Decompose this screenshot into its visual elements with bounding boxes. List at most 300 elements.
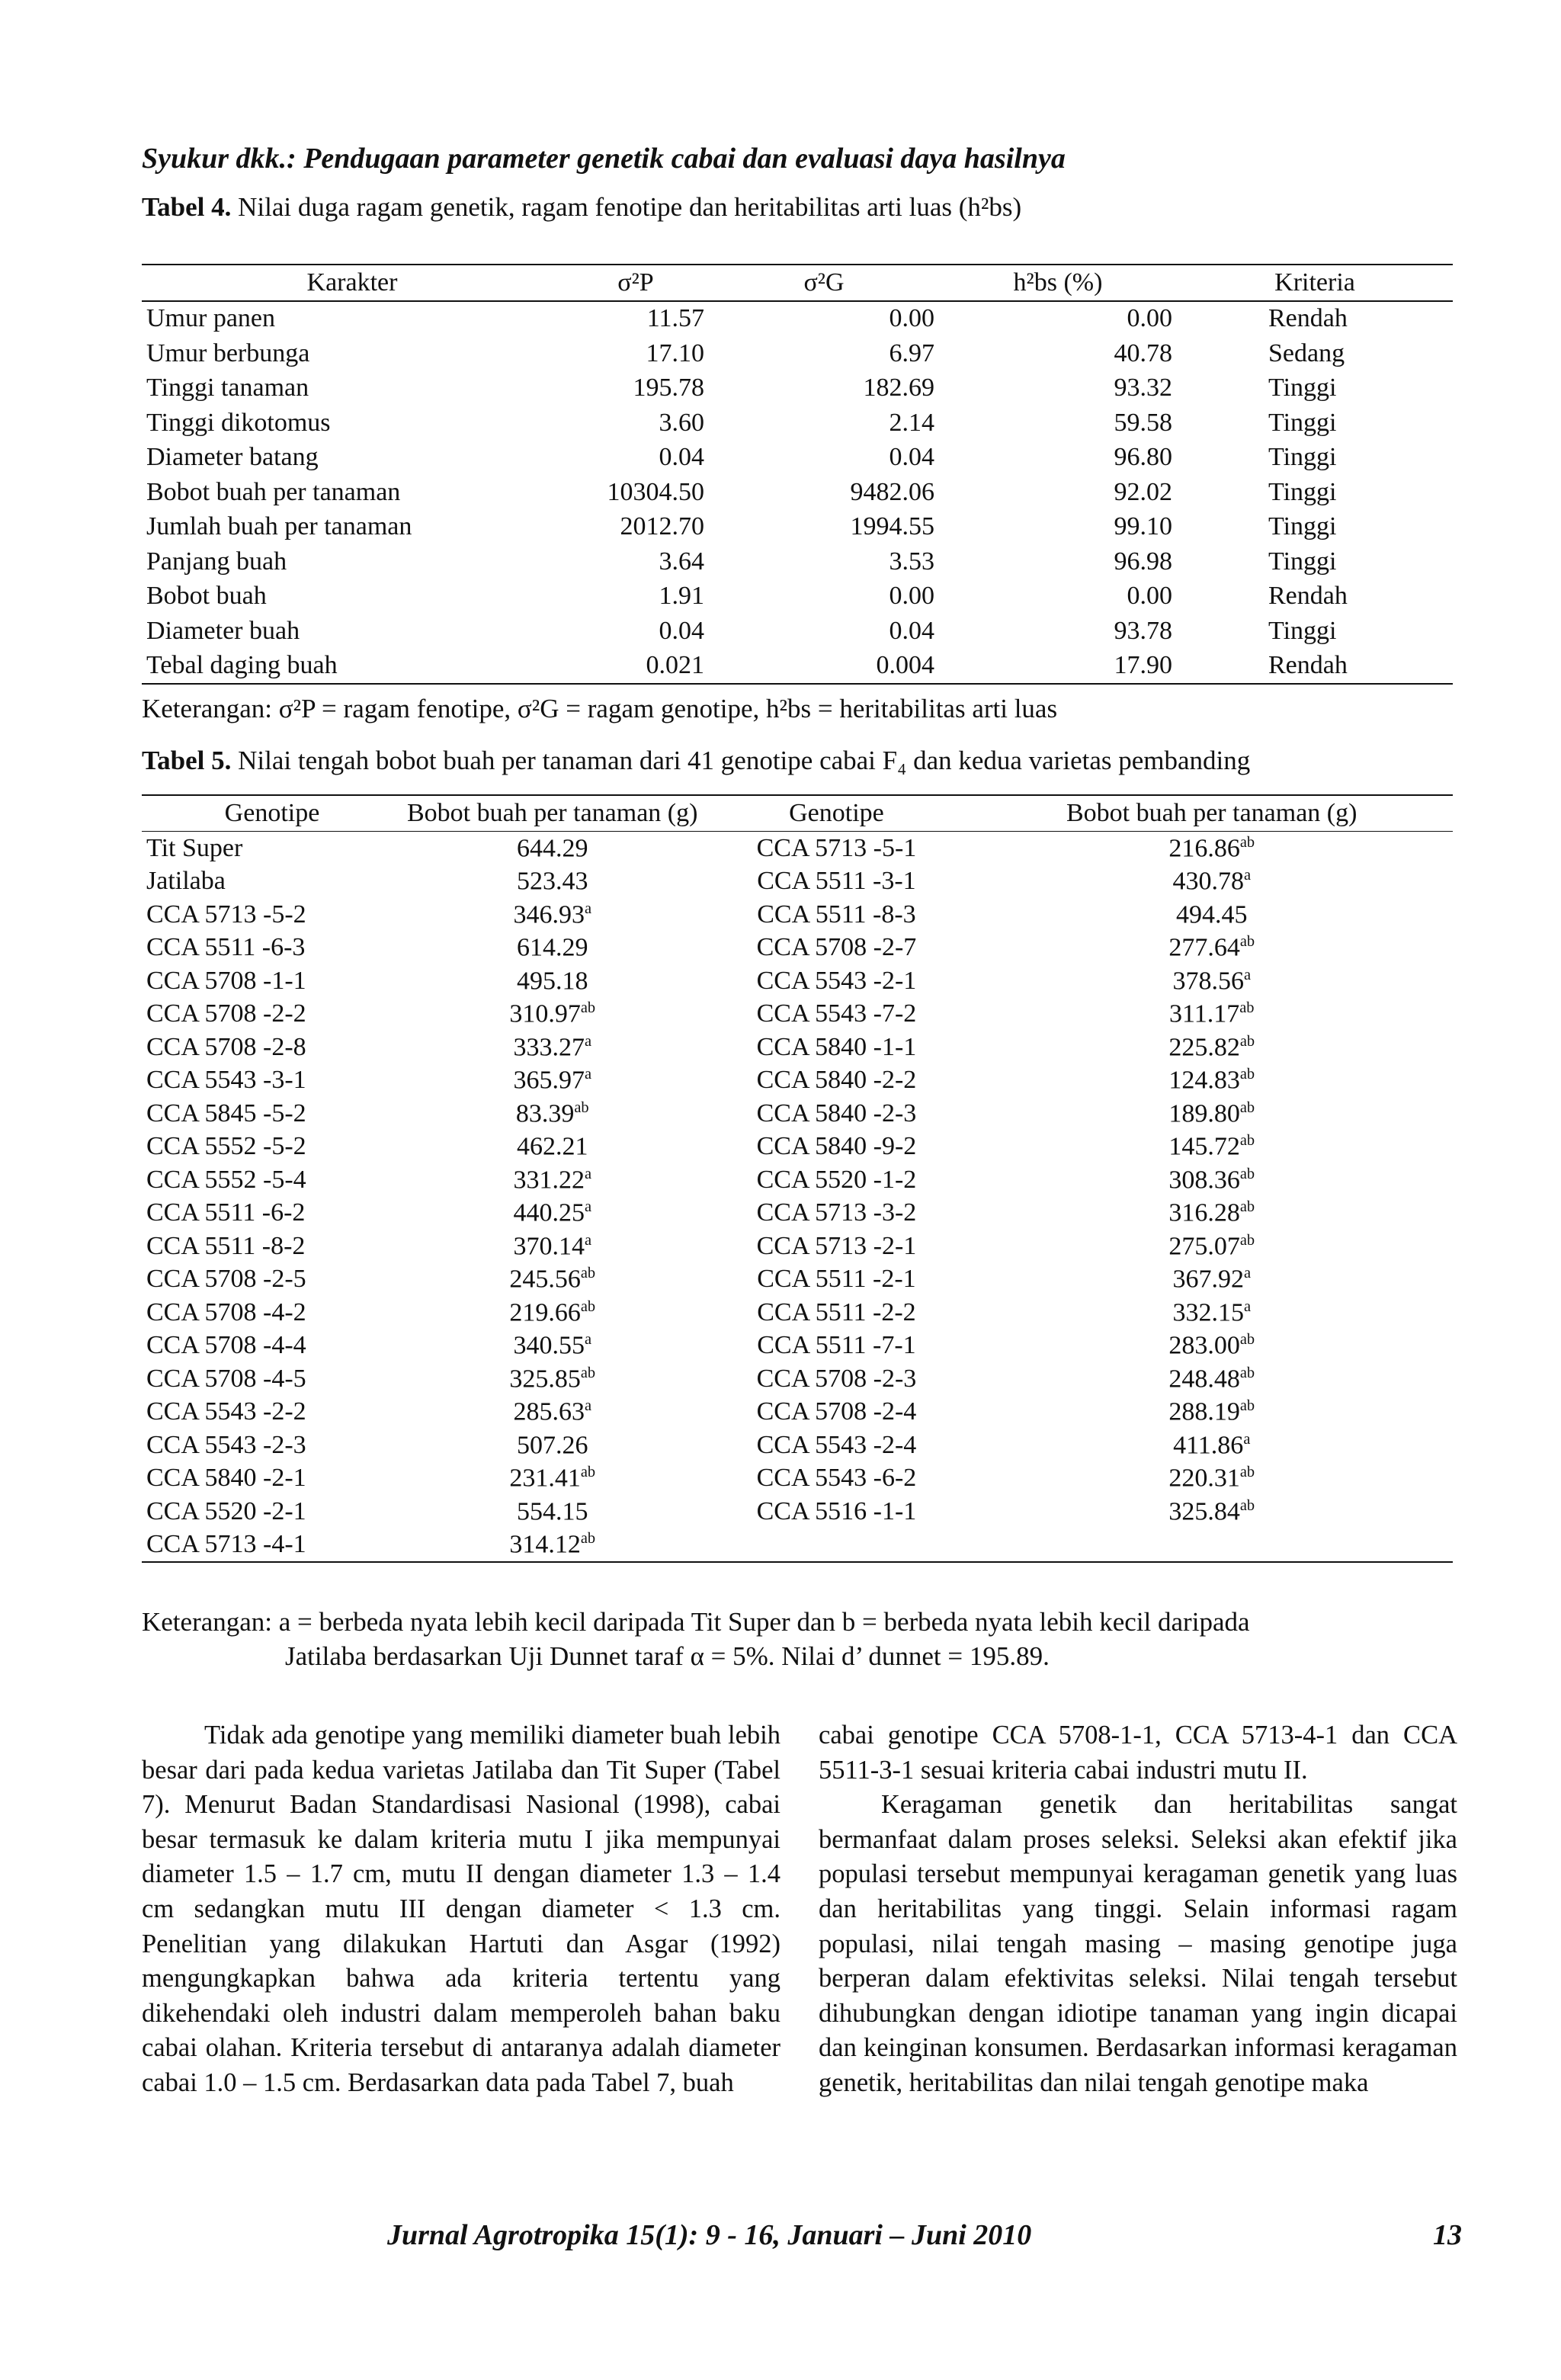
table4-cell: Tinggi [1268, 616, 1337, 645]
table5-cell [402, 1163, 702, 1197]
table5-value: CCA 5708 -2-4 [756, 1397, 917, 1426]
table5-row [142, 1230, 1453, 1263]
table4-row [142, 579, 1453, 614]
table4-row [142, 336, 1453, 371]
table5-row [142, 998, 1453, 1031]
table5-cell [142, 1197, 402, 1230]
table4-cell: 0.04 [889, 443, 934, 472]
table5-label: Tabel 5. [142, 746, 232, 775]
table5-value: 225.82 [1168, 1032, 1240, 1061]
table5-cell [142, 1031, 402, 1064]
table5-value: CCA 5552 -5-4 [146, 1165, 306, 1194]
significance-letter: ab [1239, 933, 1255, 951]
table5-value: CCA 5713 -2-1 [756, 1231, 917, 1260]
significance-letter: ab [1239, 1165, 1255, 1182]
significance-letter: ab [1239, 1132, 1255, 1150]
table5-value: CCA 5708 -2-7 [756, 933, 917, 962]
significance-letter: a [1243, 1430, 1251, 1448]
table4-cell: Tinggi tanaman [146, 374, 309, 403]
table5-value: CCA 5840 -9-2 [756, 1132, 917, 1161]
table5-value: Jatilaba [146, 867, 226, 896]
table5-cell [970, 1097, 1453, 1131]
table5-row [142, 1197, 1453, 1230]
table4-cell: 0.04 [889, 616, 934, 645]
table5-cell [702, 1097, 970, 1131]
table4-cell: 6.97 [889, 338, 934, 367]
significance-letter: a [1243, 966, 1251, 983]
table5-cell [970, 1330, 1453, 1363]
table5-value: CCA 5543 -6-2 [756, 1464, 917, 1493]
table5-header: Genotipe [224, 799, 320, 827]
table4-cell: Rendah [1268, 651, 1348, 680]
table5-row [142, 1031, 1453, 1064]
table5-value: CCA 5511 -2-2 [757, 1297, 916, 1326]
table4-row [142, 510, 1453, 545]
table4-row [142, 441, 1453, 476]
table5-value: 283.00 [1168, 1331, 1240, 1360]
table4-cell: Tinggi [1268, 512, 1337, 541]
table5-value: 365.97 [513, 1066, 585, 1095]
table5-cell [702, 932, 970, 965]
table5-cell [702, 1495, 970, 1528]
significance-letter: ab [580, 1297, 596, 1315]
significance-letter: ab [574, 1099, 589, 1116]
table5-value: CCA 5516 -1-1 [756, 1496, 917, 1525]
table5-cell [142, 1330, 402, 1363]
table5-row [142, 1528, 1453, 1563]
table5-value: CCA 5543 -2-4 [756, 1430, 917, 1459]
table4-cell: 3.64 [659, 547, 704, 576]
table5-value: CCA 5543 -2-1 [756, 966, 917, 995]
table5-cell [702, 1031, 970, 1064]
significance-letter: a [584, 1066, 591, 1083]
table5-value: 248.48 [1168, 1364, 1240, 1393]
table5-cell [970, 1230, 1453, 1263]
table5-cell [402, 1495, 702, 1528]
table4-cell: 17.10 [646, 338, 704, 367]
significance-letter: ab [1239, 1464, 1255, 1481]
table5-value: 314.12 [509, 1530, 581, 1559]
table5-value: CCA 5708 -4-2 [146, 1297, 306, 1326]
table5-note-line2: Jatilaba berdasarkan Uji Dunnet taraf α = 5%. Nilai d’ dunnet = 195.89. [285, 1641, 1050, 1671]
significance-letter: a [584, 1397, 591, 1415]
table5-cell [402, 1263, 702, 1297]
table4-cell: Tinggi [1268, 374, 1337, 403]
table5-value: 277.64 [1168, 933, 1240, 962]
table5-value: CCA 5713 -4-1 [146, 1530, 306, 1559]
table5-value: 288.19 [1168, 1397, 1240, 1426]
table4-header: h²bs (%) [1013, 268, 1103, 297]
table5-cell [142, 1097, 402, 1131]
table5-cell [970, 1528, 1453, 1563]
table5-value: CCA 5511 -2-1 [757, 1265, 916, 1294]
table5-value: CCA 5713 -5-1 [756, 833, 917, 862]
significance-letter: ab [1239, 999, 1255, 1017]
table5-value: CCA 5543 -7-2 [756, 999, 917, 1028]
table4-cell: 96.98 [1114, 547, 1172, 576]
table5-value: 331.22 [513, 1165, 585, 1194]
table5-cell [702, 1362, 970, 1396]
table5-cell [970, 1163, 1453, 1197]
table5-row [142, 1362, 1453, 1396]
table5-value: 325.84 [1168, 1496, 1240, 1525]
table5-value: 285.63 [513, 1397, 585, 1426]
table4-cell: 99.10 [1114, 512, 1172, 541]
table4-row [142, 406, 1453, 441]
table4-cell: 3.53 [889, 547, 934, 576]
table5-value: 440.25 [513, 1198, 585, 1227]
table5-cell [702, 898, 970, 932]
table5-value: CCA 5511 -3-1 [757, 867, 916, 896]
significance-letter: a [584, 1165, 591, 1182]
table4-cell: 10304.50 [607, 477, 704, 506]
table4-cell: 0.04 [659, 443, 704, 472]
table5-caption-text: Nilai tengah bobot buah per tanaman dari 41 genotipe cabai F₄ dan kedua varietas pembanding [238, 746, 1251, 775]
table4-cell: 0.00 [1127, 304, 1172, 333]
table4-row [142, 649, 1453, 685]
table5-value: 145.72 [1168, 1132, 1240, 1161]
table5-cell [970, 832, 1453, 865]
table5-cell [970, 1296, 1453, 1330]
table5-cell [970, 898, 1453, 932]
table5-value: 310.97 [509, 999, 581, 1028]
table5-row [142, 1296, 1453, 1330]
table5-row [142, 1263, 1453, 1297]
table5-cell [970, 1263, 1453, 1297]
table4-cell: 2.14 [889, 408, 934, 437]
table4-caption-text: Nilai duga ragam genetik, ragam fenotipe dan heritabilitas arti luas (h²bs) [238, 192, 1022, 222]
table5-cell [970, 1396, 1453, 1429]
table5-cell [702, 1230, 970, 1263]
table5-row [142, 865, 1453, 899]
table4-cell: 3.60 [659, 408, 704, 437]
table5-value: 367.92 [1172, 1265, 1244, 1294]
table5-value: CCA 5543 -2-3 [146, 1430, 306, 1459]
table5-value: CCA 5840 -1-1 [756, 1032, 917, 1061]
table5-cell [142, 1230, 402, 1263]
significance-letter: ab [1239, 833, 1255, 851]
table4-cell: 1994.55 [850, 512, 934, 541]
table5-cell [970, 1197, 1453, 1230]
table5-cell [402, 1197, 702, 1230]
table5-value: 644.29 [516, 833, 588, 862]
table4-caption [142, 192, 1021, 223]
table5-cell [142, 1296, 402, 1330]
table5-value: CCA 5840 -2-3 [756, 1099, 917, 1127]
table5-cell [402, 998, 702, 1031]
table5-cell [702, 1528, 970, 1563]
table5-value: CCA 5713 -3-2 [756, 1198, 917, 1227]
body-column-left [142, 1718, 780, 2101]
significance-letter: ab [580, 1464, 596, 1481]
table5-cell [970, 1429, 1453, 1462]
table5-cell [702, 1296, 970, 1330]
table4-cell: Diameter batang [146, 443, 319, 472]
table5-cell [402, 932, 702, 965]
table5-value: 231.41 [509, 1464, 581, 1493]
table5-cell [702, 998, 970, 1031]
table5-cell [142, 1462, 402, 1496]
table5-cell [402, 1330, 702, 1363]
table4-cell: Tinggi [1268, 547, 1337, 576]
table4-row [142, 475, 1453, 510]
table5-value: 219.66 [509, 1297, 581, 1326]
table5-value: CCA 5708 -2-8 [146, 1032, 306, 1061]
table5-row [142, 1495, 1453, 1528]
table5-cell [402, 832, 702, 865]
table4-cell: Panjang buah [146, 547, 287, 576]
table4-cell: 1.91 [659, 582, 704, 611]
running-head: Syukur dkk.: Pendugaan parameter genetik cabai dan evaluasi daya hasilnya [142, 143, 1066, 175]
table5-value: 495.18 [516, 966, 588, 995]
table5-value: 311.17 [1168, 999, 1240, 1028]
table5-value: 220.31 [1168, 1464, 1240, 1493]
table4-cell: Tinggi dikotomus [146, 408, 331, 437]
table4-cell: 11.57 [646, 304, 704, 333]
table5-cell [402, 1362, 702, 1396]
significance-letter: ab [580, 1530, 596, 1548]
significance-letter: ab [1239, 1099, 1255, 1116]
table5-cell [970, 1495, 1453, 1528]
table5-value: 340.55 [513, 1331, 585, 1360]
table5-cell [142, 1064, 402, 1098]
significance-letter: a [1243, 867, 1251, 884]
table5-value: CCA 5713 -5-2 [146, 900, 306, 929]
table5-cell [702, 1163, 970, 1197]
table5-cell [142, 1396, 402, 1429]
significance-letter: a [584, 900, 591, 917]
table5-row [142, 1131, 1453, 1164]
table5-row [142, 1064, 1453, 1098]
table5-header-row [142, 795, 1453, 832]
table5-row [142, 964, 1453, 998]
table5-value: Tit Super [146, 833, 243, 862]
table5-cell [402, 1396, 702, 1429]
table4-cell: 195.78 [633, 374, 704, 403]
table5-cell [402, 1031, 702, 1064]
significance-letter: a [584, 1331, 591, 1349]
table4-row [142, 614, 1453, 649]
table5-value: CCA 5845 -5-2 [146, 1099, 306, 1127]
table5-value: 494.45 [1175, 900, 1248, 929]
table5-cell [702, 1197, 970, 1230]
table5-row [142, 1396, 1453, 1429]
table4-cell: 9482.06 [850, 477, 934, 506]
table5-value: CCA 5552 -5-2 [146, 1132, 306, 1161]
table4-cell: 40.78 [1114, 338, 1172, 367]
table5-cell [970, 932, 1453, 965]
table4-cell: Jumlah buah per tanaman [146, 512, 412, 541]
table5-cell [142, 964, 402, 998]
table4 [142, 264, 1453, 685]
table5-cell [142, 932, 402, 965]
significance-letter: ab [1239, 1066, 1255, 1083]
table5-cell [702, 1429, 970, 1462]
significance-letter: ab [580, 999, 596, 1017]
table5-value: CCA 5511 -8-3 [757, 900, 916, 929]
table5-value: CCA 5840 -2-1 [146, 1464, 306, 1493]
table4-cell: 96.80 [1114, 443, 1172, 472]
table5-cell [702, 1396, 970, 1429]
table4-cell: 93.78 [1114, 616, 1172, 645]
table5-value: 216.86 [1168, 833, 1240, 862]
page-number: 13 [1433, 2219, 1462, 2251]
table4-row [142, 371, 1453, 406]
table5-cell [142, 1495, 402, 1528]
table5-value: 554.15 [516, 1496, 588, 1525]
table5-cell [702, 964, 970, 998]
table5-cell [702, 865, 970, 899]
significance-letter: ab [1239, 1231, 1255, 1249]
table5-note-line1: Keterangan: a = berbeda nyata lebih kecil daripada Tit Super dan b = berbeda nyata lebih kecil daripada [142, 1607, 1250, 1637]
body-paragraph: cabai genotipe CCA 5708-1-1, CCA 5713-4-1 dan CCA 5511-3-1 sesuai kriteria cabai industri mutu II. [819, 1721, 1457, 1785]
table5-value: CCA 5708 -2-3 [756, 1364, 917, 1393]
table5-value: 189.80 [1168, 1099, 1240, 1127]
table5-cell [970, 964, 1453, 998]
table5-row [142, 1462, 1453, 1496]
table5-value: CCA 5511 -7-1 [757, 1331, 916, 1360]
table5-value: 124.83 [1168, 1066, 1240, 1095]
table5-cell [702, 1462, 970, 1496]
table5-value: CCA 5520 -1-2 [756, 1165, 917, 1194]
table5-cell [402, 1131, 702, 1164]
table5-cell [702, 832, 970, 865]
table4-cell: Sedang [1268, 338, 1345, 367]
table5-value: 333.27 [513, 1032, 585, 1061]
journal-citation: Jurnal Agrotropika 15(1): 9 - 16, Januari – Juni 2010 [387, 2219, 1032, 2251]
table5-value: CCA 5708 -2-2 [146, 999, 306, 1028]
table5 [142, 794, 1453, 1563]
table4-note: Keterangan: σ²P = ragam fenotipe, σ²G = ragam genotipe, h²bs = heritabilitas arti luas [142, 694, 1058, 723]
table4-cell: 0.00 [889, 582, 934, 611]
table5-body [142, 832, 1453, 1563]
table4-row [142, 544, 1453, 579]
table5-cell [402, 1230, 702, 1263]
table5-cell [142, 998, 402, 1031]
table5-value: CCA 5708 -2-5 [146, 1265, 306, 1294]
table4-cell: Rendah [1268, 304, 1348, 333]
table4-header: σ²P [617, 268, 654, 297]
table4-cell: Diameter buah [146, 616, 300, 645]
table5-cell [402, 898, 702, 932]
table5-cell [142, 832, 402, 865]
table5-cell [970, 1462, 1453, 1496]
table4-cell: Umur panen [146, 304, 276, 333]
table4-header: σ²G [803, 268, 845, 297]
significance-letter: a [1243, 1265, 1251, 1282]
table5-cell [970, 1362, 1453, 1396]
table5-value: CCA 5511 -6-2 [146, 1198, 306, 1227]
table4-cell: 0.00 [1127, 582, 1172, 611]
table5-cell [702, 1263, 970, 1297]
table5-row [142, 898, 1453, 932]
table4-cell: Bobot buah [146, 582, 267, 611]
table5-value: CCA 5511 -8-2 [146, 1231, 306, 1260]
table5-value: CCA 5543 -2-2 [146, 1397, 306, 1426]
table4-cell: Rendah [1268, 582, 1348, 611]
table4-cell: 182.69 [863, 374, 934, 403]
significance-letter: ab [1239, 1364, 1255, 1381]
body-column-right [819, 1718, 1457, 2101]
table5-value: 332.15 [1172, 1297, 1244, 1326]
significance-letter: a [584, 1032, 591, 1050]
significance-letter: ab [580, 1265, 596, 1282]
table5-value: 346.93 [513, 900, 585, 929]
table5-cell [402, 1429, 702, 1462]
table5-cell [142, 1131, 402, 1164]
table5-cell [970, 1131, 1453, 1164]
table5-cell [142, 1528, 402, 1563]
significance-letter: ab [1239, 1496, 1255, 1514]
table5-value: CCA 5708 -1-1 [146, 966, 306, 995]
table4-cell: 17.90 [1114, 651, 1172, 680]
table4-header: Karakter [306, 268, 398, 297]
table4-cell: 0.004 [876, 651, 934, 680]
table5-row [142, 1163, 1453, 1197]
table5-cell [402, 1296, 702, 1330]
table5-value: CCA 5520 -2-1 [146, 1496, 306, 1525]
table5-value: 370.14 [513, 1231, 585, 1260]
table4-row [142, 301, 1453, 337]
table5-cell [142, 1429, 402, 1462]
table4-cell: 2012.70 [620, 512, 704, 541]
table5-header: Bobot buah per tanaman (g) [1066, 799, 1357, 827]
table4-body [142, 301, 1453, 685]
table4-cell: Umur berbunga [146, 338, 310, 367]
table5-value: 614.29 [516, 933, 588, 962]
table5-row [142, 1429, 1453, 1462]
table4-cell: 0.021 [646, 651, 704, 680]
table5-cell [970, 865, 1453, 899]
table5-value: 507.26 [516, 1430, 588, 1459]
table5-cell [702, 1330, 970, 1363]
table4-label: Tabel 4. [142, 192, 232, 222]
table5-value: CCA 5840 -2-2 [756, 1066, 917, 1095]
significance-letter: a [1243, 1297, 1251, 1315]
table5-caption [142, 746, 1250, 776]
table5-value: CCA 5708 -4-4 [146, 1331, 306, 1360]
table5-value: 275.07 [1168, 1231, 1240, 1260]
table5-row [142, 932, 1453, 965]
table5-cell [142, 865, 402, 899]
table5-cell [970, 1031, 1453, 1064]
table4-cell: Tebal daging buah [146, 651, 338, 680]
significance-letter: ab [1239, 1331, 1255, 1349]
table4-cell: Tinggi [1268, 443, 1337, 472]
table5-cell [402, 865, 702, 899]
significance-letter: ab [1239, 1032, 1255, 1050]
table5-value: 378.56 [1172, 966, 1244, 995]
table4-header-row [142, 265, 1453, 301]
table5-cell [402, 1462, 702, 1496]
table5-cell [702, 1131, 970, 1164]
table5-cell [402, 964, 702, 998]
body-paragraph: Tidak ada genotipe yang memiliki diameter buah lebih besar dari pada kedua varietas Jatilaba dan Tit Super (Tabel 7). Menurut Badan Standardisasi Nasional (1998), cabai besar termasuk ke dalam kriteria mutu I jika mempunyai diameter 1.5 – 1.7 cm, mutu II dengan diameter 1.3 – 1.4 cm sedangkan mutu III dengan diameter < 1.3 cm. Penelitian yang dilakukan Hartuti dan Asgar (1992) mengungkapkan bahwa ada kriteria tertentu yang dikehendaki oleh industri dalam memperoleh bahan baku cabai olahan. Kriteria tersebut di antaranya adalah diameter cabai 1.0 – 1.5 cm. Berdasarkan data pada Tabel 7, buah [142, 1721, 780, 2097]
table4-cell: 92.02 [1114, 477, 1172, 506]
table4-cell: 59.58 [1114, 408, 1172, 437]
table5-cell [402, 1528, 702, 1563]
table5-value: 430.78 [1172, 867, 1244, 896]
significance-letter: a [584, 1231, 591, 1249]
table5-value: 308.36 [1168, 1165, 1240, 1194]
table4-header: Kriteria [1274, 268, 1355, 297]
table4-cell: Tinggi [1268, 408, 1337, 437]
table5-cell [402, 1097, 702, 1131]
table5-value: 411.86 [1173, 1430, 1244, 1459]
table5-header: Bobot buah per tanaman (g) [407, 799, 698, 827]
table4-cell: Bobot buah per tanaman [146, 477, 401, 506]
significance-letter: ab [1239, 1198, 1255, 1216]
